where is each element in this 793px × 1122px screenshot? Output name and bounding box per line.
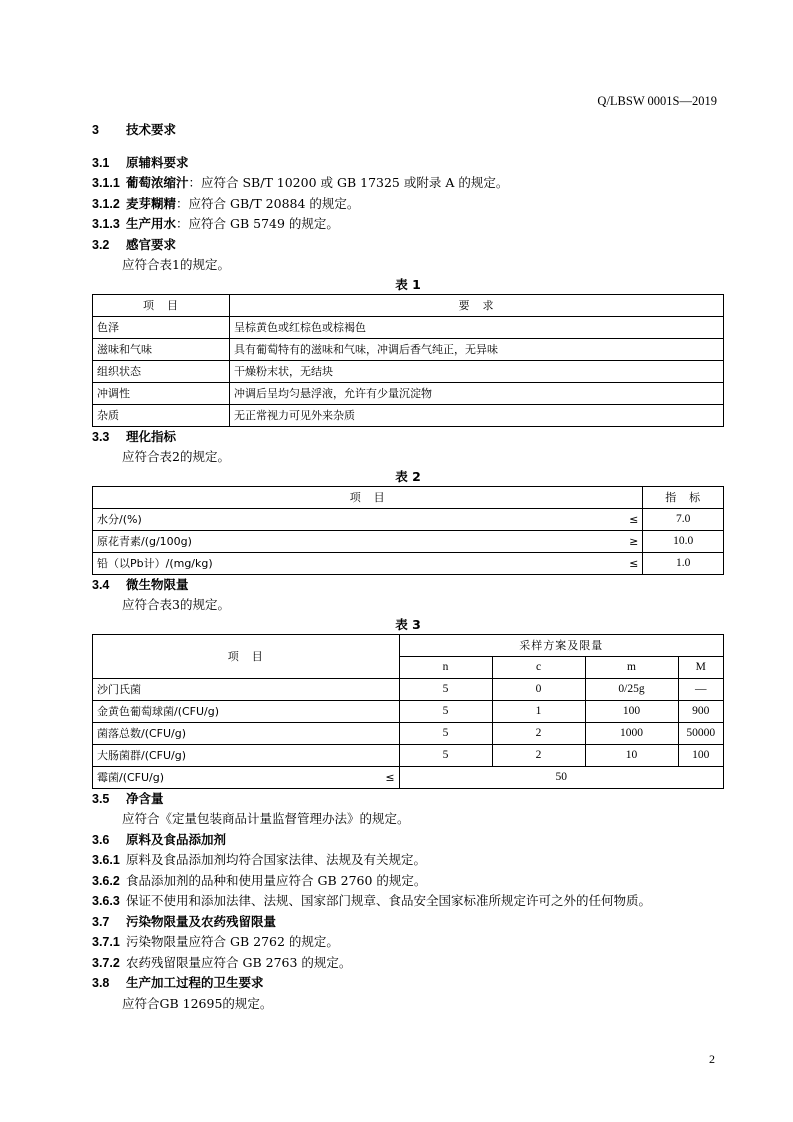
page-content <box>92 120 724 1014</box>
subsection-heading: 3.4 微生物限量 <box>92 576 189 592</box>
clause: 3.1.2 麦芽糊精：应符合 GB/T 20884 的规定。 <box>92 195 360 211</box>
table-header: 指 标 <box>643 486 724 508</box>
table-row: 色泽 呈棕黄色或红棕色或棕褐色 <box>93 316 724 338</box>
subsection-heading: 3.1 原辅料要求 <box>92 154 189 170</box>
table-subheader: m <box>585 656 678 678</box>
clause: 3.1.1 葡萄浓缩汁：应符合 SB/T 10200 或 GB 17325 或附录 A 的规定。 <box>92 175 509 190</box>
paragraph: 应符合GB 12695的规定。 <box>122 995 273 1011</box>
paragraph: 应符合表1的规定。 <box>122 257 230 272</box>
table-subheader: M <box>678 656 723 678</box>
table-row: 铅（以Pb计）/(mg/kg) ≤ 1.0 <box>93 552 724 574</box>
table-row: 霉菌/(CFU/g) ≤ 50 <box>93 766 724 788</box>
microbial-table <box>92 634 724 789</box>
table-row: 大肠菌群/(CFU/g) 5 2 10 100 <box>93 744 724 766</box>
paragraph: 应符合表2的规定。 <box>122 449 230 464</box>
table-caption: 表 2 <box>395 468 421 484</box>
section-heading: 3 技术要求 <box>92 122 177 137</box>
subsection-heading: 3.5 净含量 <box>92 790 164 806</box>
subsection-heading: 3.3 理化指标 <box>92 428 177 444</box>
sensory-table <box>92 294 724 427</box>
clause: 3.6.1 原料及食品添加剂均符合国家法律、法规及有关规定。 <box>92 852 427 867</box>
clause: 3.6.2 食品添加剂的品种和使用量应符合 GB 2760 的规定。 <box>92 872 427 888</box>
table-caption: 表 3 <box>395 616 421 632</box>
table-header: 采样方案及限量 <box>399 634 723 656</box>
subsection-heading: 3.7 污染物限量及农药残留限量 <box>92 913 277 929</box>
subsection-heading: 3.6 原料及食品添加剂 <box>92 831 227 847</box>
table-subheader: c <box>492 656 585 678</box>
table-row: 滋味和气味 具有葡萄特有的滋味和气味，冲调后香气纯正，无异味 <box>93 338 724 360</box>
table-row: 水分/(%) ≤ 7.0 <box>93 508 724 530</box>
table-header: 项 目 <box>93 634 400 678</box>
clause: 3.6.3 保证不使用和添加法律、法规、国家部门规章、食品安全国家标准所规定许可之外的任何物质。 <box>92 893 652 908</box>
physicochemical-table <box>92 486 724 575</box>
clause: 3.7.2 农药残留限量应符合 GB 2763 的规定。 <box>92 954 352 970</box>
table-header: 项 目 <box>93 294 230 316</box>
table-row: 菌落总数/(CFU/g) 5 2 1000 50000 <box>93 722 724 744</box>
subsection-heading: 3.2 感官要求 <box>92 236 177 252</box>
table-row: 金黄色葡萄球菌/(CFU/g) 5 1 100 900 <box>93 700 724 722</box>
table-subheader: n <box>399 656 492 678</box>
table-row: 杂质 无正常视力可见外来杂质 <box>93 404 724 426</box>
table-caption: 表 1 <box>395 276 421 292</box>
table-header: 要 求 <box>230 294 724 316</box>
page-number: 2 <box>709 1052 715 1066</box>
table-row: 冲调性 冲调后呈均匀悬浮液，允许有少量沉淀物 <box>93 382 724 404</box>
clause: 3.1.3 生产用水：应符合 GB 5749 的规定。 <box>92 216 339 231</box>
subsection-heading: 3.8 生产加工过程的卫生要求 <box>92 975 264 990</box>
table-row: 原花青素/(g/100g) ≥ 10.0 <box>93 530 724 552</box>
table-row: 沙门氏菌 5 0 0/25g — <box>93 678 724 700</box>
paragraph: 应符合表3的规定。 <box>122 597 230 612</box>
table-header: 项 目 <box>93 486 643 508</box>
paragraph: 应符合《定量包装商品计量监督管理办法》的规定。 <box>122 811 410 826</box>
clause: 3.7.1 污染物限量应符合 GB 2762 的规定。 <box>92 934 339 949</box>
document-code: Q/LBSW 0001S—2019 <box>597 94 717 108</box>
table-row: 组织状态 干燥粉末状，无结块 <box>93 360 724 382</box>
